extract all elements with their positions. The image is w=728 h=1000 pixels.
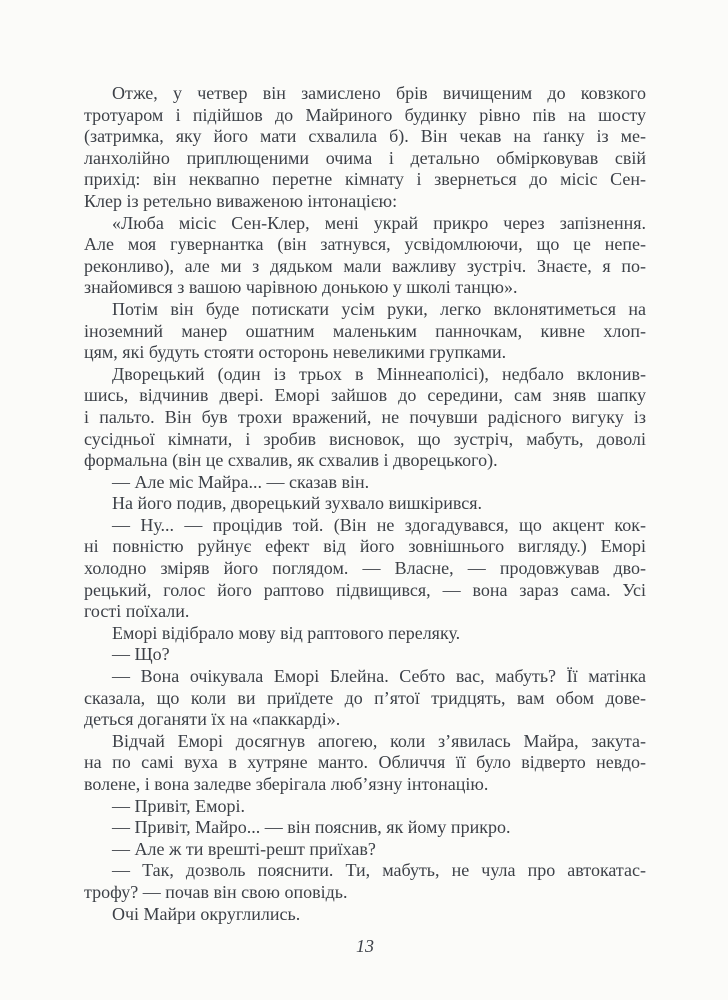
text-line: — Але ж ти врешті-решт приїхав? xyxy=(112,838,376,859)
text-line: — Так, дозволь пояснити. Ти, мабуть, не чула про автокатас- xyxy=(112,860,646,881)
page-number: 13 xyxy=(356,936,374,956)
text-line: на по самі вуха в хутряне манто. Обличчя її було відверто невдо- xyxy=(84,752,646,773)
text-line: — Ну... — процідив той. (Він не здогадувався, що акцент кок- xyxy=(112,514,646,535)
text-line: «Люба місіс Сен-Клер, мені украй прикро через запізнення. xyxy=(112,212,646,233)
text-line: формальна (він це схвалив, як схвалив і дворецького). xyxy=(84,450,498,471)
text-line: Але моя гувернантка (він затнувся, усвідомлюючи, що це непе- xyxy=(84,234,646,255)
text-line: Отже, у четвер він замислено брів вичищеним до ковзкого xyxy=(112,83,646,103)
text-line: сусідньої кімнати, і зробив висновок, що зустріч, мабуть, доволі xyxy=(84,428,646,449)
text-line: ланхолійно приплющеними очима і детально обмірковував свій xyxy=(84,147,646,168)
text-line: рецький, голос його раптово підвищився, — вона зараз сама. Усі xyxy=(84,579,646,600)
text-line: Дворецький (один із трьох в Міннеаполісі), недбало вклонив- xyxy=(112,363,646,384)
text-line: реконливо), але ми з дядьком мали важливу зустріч. Знаєте, я по- xyxy=(84,255,646,276)
text-line: трофу? — почав він свою оповідь. xyxy=(84,881,348,902)
text-block xyxy=(84,83,646,925)
text-line: прихід: він неквапно перетне кімнату і звернеться до місіс Сен- xyxy=(84,169,646,190)
text-line: тротуаром і підійшов до Майриного будинку рівно пів на шосту xyxy=(84,104,646,125)
text-line: і пальто. Він був трохи вражений, не почувши радісного вигуку із xyxy=(84,406,646,427)
text-line: (затримка, яку його мати схвалила б). Він чекав на ґанку із ме- xyxy=(84,126,646,147)
text-line: На його подив, дворецький зухвало вишкірився. xyxy=(112,493,482,514)
text-line: іноземний манер ошатним маленьким панночкам, кивне хлоп- xyxy=(84,320,646,341)
text-line: — Привіт, Еморі. xyxy=(112,795,246,816)
text-line: цям, які будуть стояти осторонь невеликими групками. xyxy=(84,342,507,363)
text-line: Потім він буде потискати усім руки, легко вклонятиметься на xyxy=(112,298,646,319)
text-line: знайомився з вашою чарівною донькою у школі танцю». xyxy=(84,277,518,298)
text-line: волене, і вона заледве зберігала люб’язну інтонацію. xyxy=(84,774,489,794)
text-line: — Що? xyxy=(112,644,170,665)
text-line: деться доганяти їх на «паккарді». xyxy=(84,709,341,730)
text-line: — Але міс Майра... — сказав він. xyxy=(112,471,370,492)
text-line: сказала, що коли ви приїдете до п’ятої тридцять, вам обом дове- xyxy=(84,687,646,708)
text-line: Очі Майри округлились. xyxy=(112,903,301,924)
text-line: Клер із ретельно виваженою інтонацією: xyxy=(84,190,398,211)
text-line: ні повністю руйнує ефект від його зовнішнього вигляду.) Еморі xyxy=(84,536,646,557)
text-line: Відчай Еморі досягнув апогею, коли з’явилась Майра, закута- xyxy=(112,730,646,751)
text-line: Еморі відібрало мову від раптового переляку. xyxy=(112,622,461,643)
text-line: холодно зміряв його поглядом. — Власне, — продовжував дво- xyxy=(84,558,646,579)
text-line: гості поїхали. xyxy=(84,601,190,622)
text-line: шись, відчинив двері. Еморі зайшов до середини, сам зняв шапку xyxy=(84,385,646,406)
text-line: — Привіт, Майро... — він пояснив, як йому прикро. xyxy=(112,817,511,838)
text-line: — Вона очікувала Еморі Блейна. Себто вас, мабуть? Її матінка xyxy=(112,666,646,687)
